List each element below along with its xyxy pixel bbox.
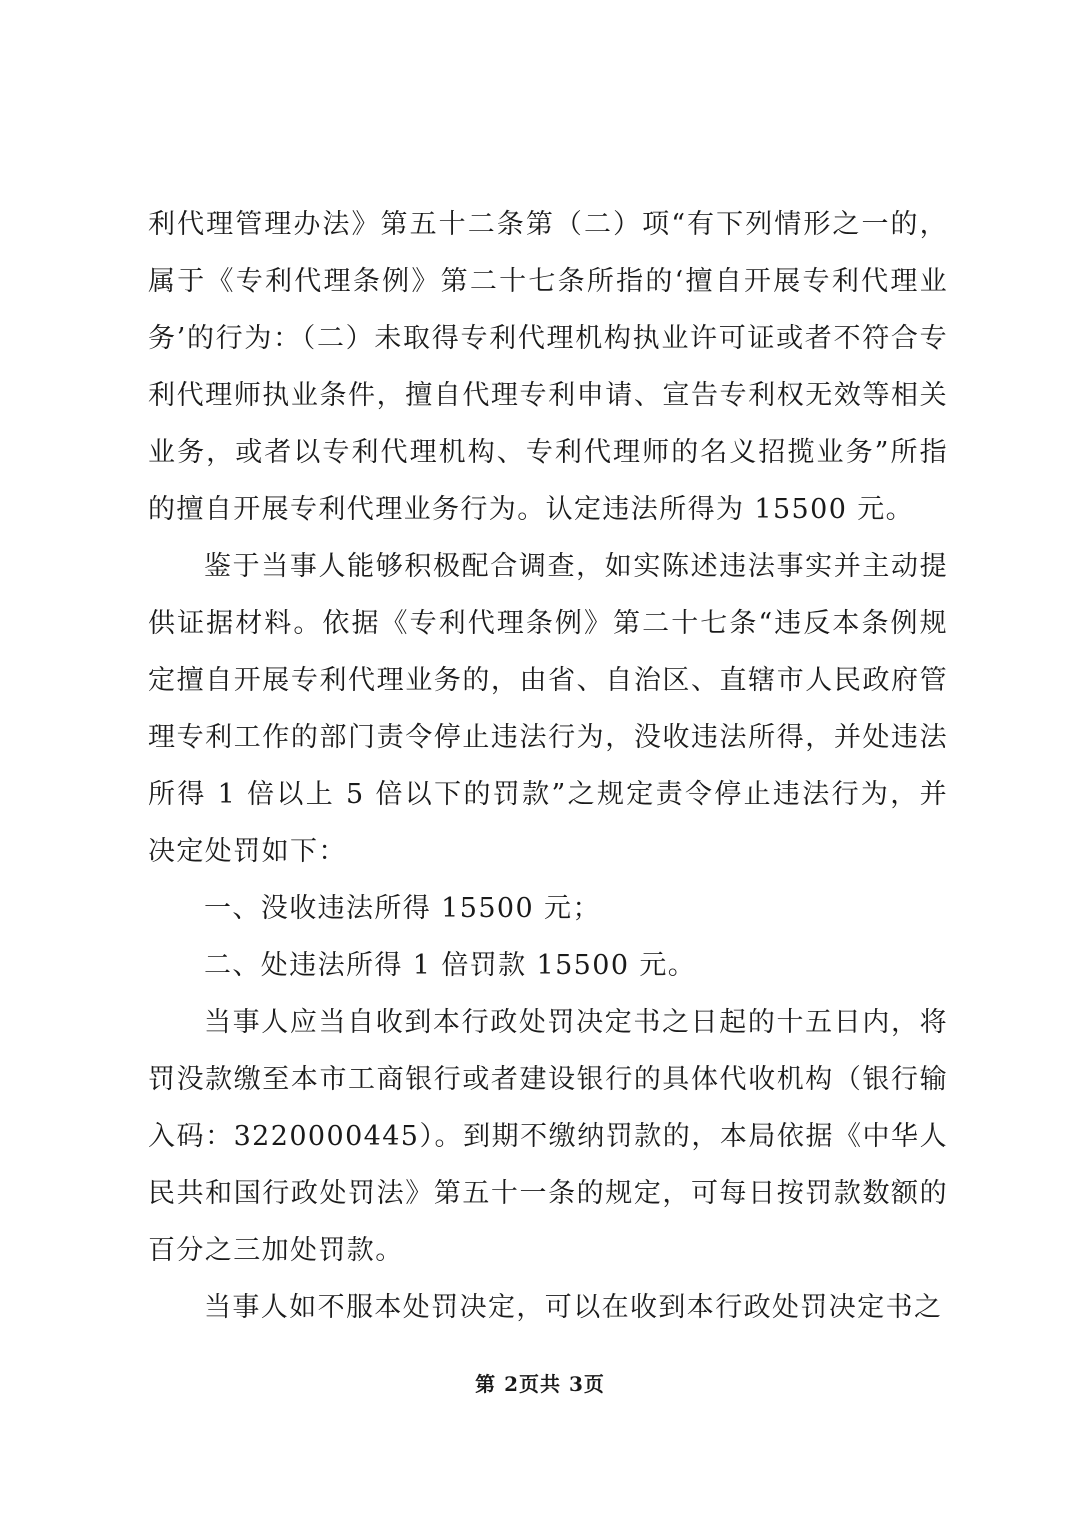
penalty-item-fine: 二、处违法所得 1 倍罚款 15500 元。 bbox=[204, 950, 697, 981]
paragraph-legal-basis: 利代理管理办法》第五十二条第（二）项“有下列情形之一的，属于《专利代理条例》第二十七条所指的‘擅自开展专利代理业务’的行为：（二）未取得专利代理机构执业许可证或者不符合专利代理师执业条件，擅自代理专利申请、宣告专利权无效等相关业务，或者以专利代理机构、专利代理师的名义招揽业务”所指的擅自开展专利代理业务行为。认定违法所得为 15500 元。 bbox=[148, 209, 948, 525]
penalty-item-confiscation: 一、没收违法所得 15500 元； bbox=[204, 893, 601, 924]
paragraph-penalty-basis: 鉴于当事人能够积极配合调查，如实陈述违法事实并主动提供证据材料。依据《专利代理条例》第二十七条“违反本条例规定擅自开展专利代理业务的，由省、自治区、直辖市人民政府管理专利工作的部门责令停止违法行为，没收违法所得，并处违法所得 1 倍以上 5 倍以下的罚款”之规定责令停止违法行为，并决定处罚如下： bbox=[148, 551, 948, 867]
document-body bbox=[148, 196, 948, 1336]
page-number: 第 2页共 3页 bbox=[475, 1372, 605, 1396]
paragraph-payment-instructions: 当事人应当自收到本行政处罚决定书之日起的十五日内，将罚没款缴至本市工商银行或者建设银行的具体代收机构（银行输入码：3220000445）。到期不缴纳罚款的，本局依据《中华人民共和国行政处罚法》第五十一条的规定，可每日按罚款数额的百分之三加处罚款。 bbox=[148, 1007, 948, 1266]
paragraph-appeal-rights: 当事人如不服本处罚决定，可以在收到本行政处罚决定书之 bbox=[204, 1292, 943, 1323]
